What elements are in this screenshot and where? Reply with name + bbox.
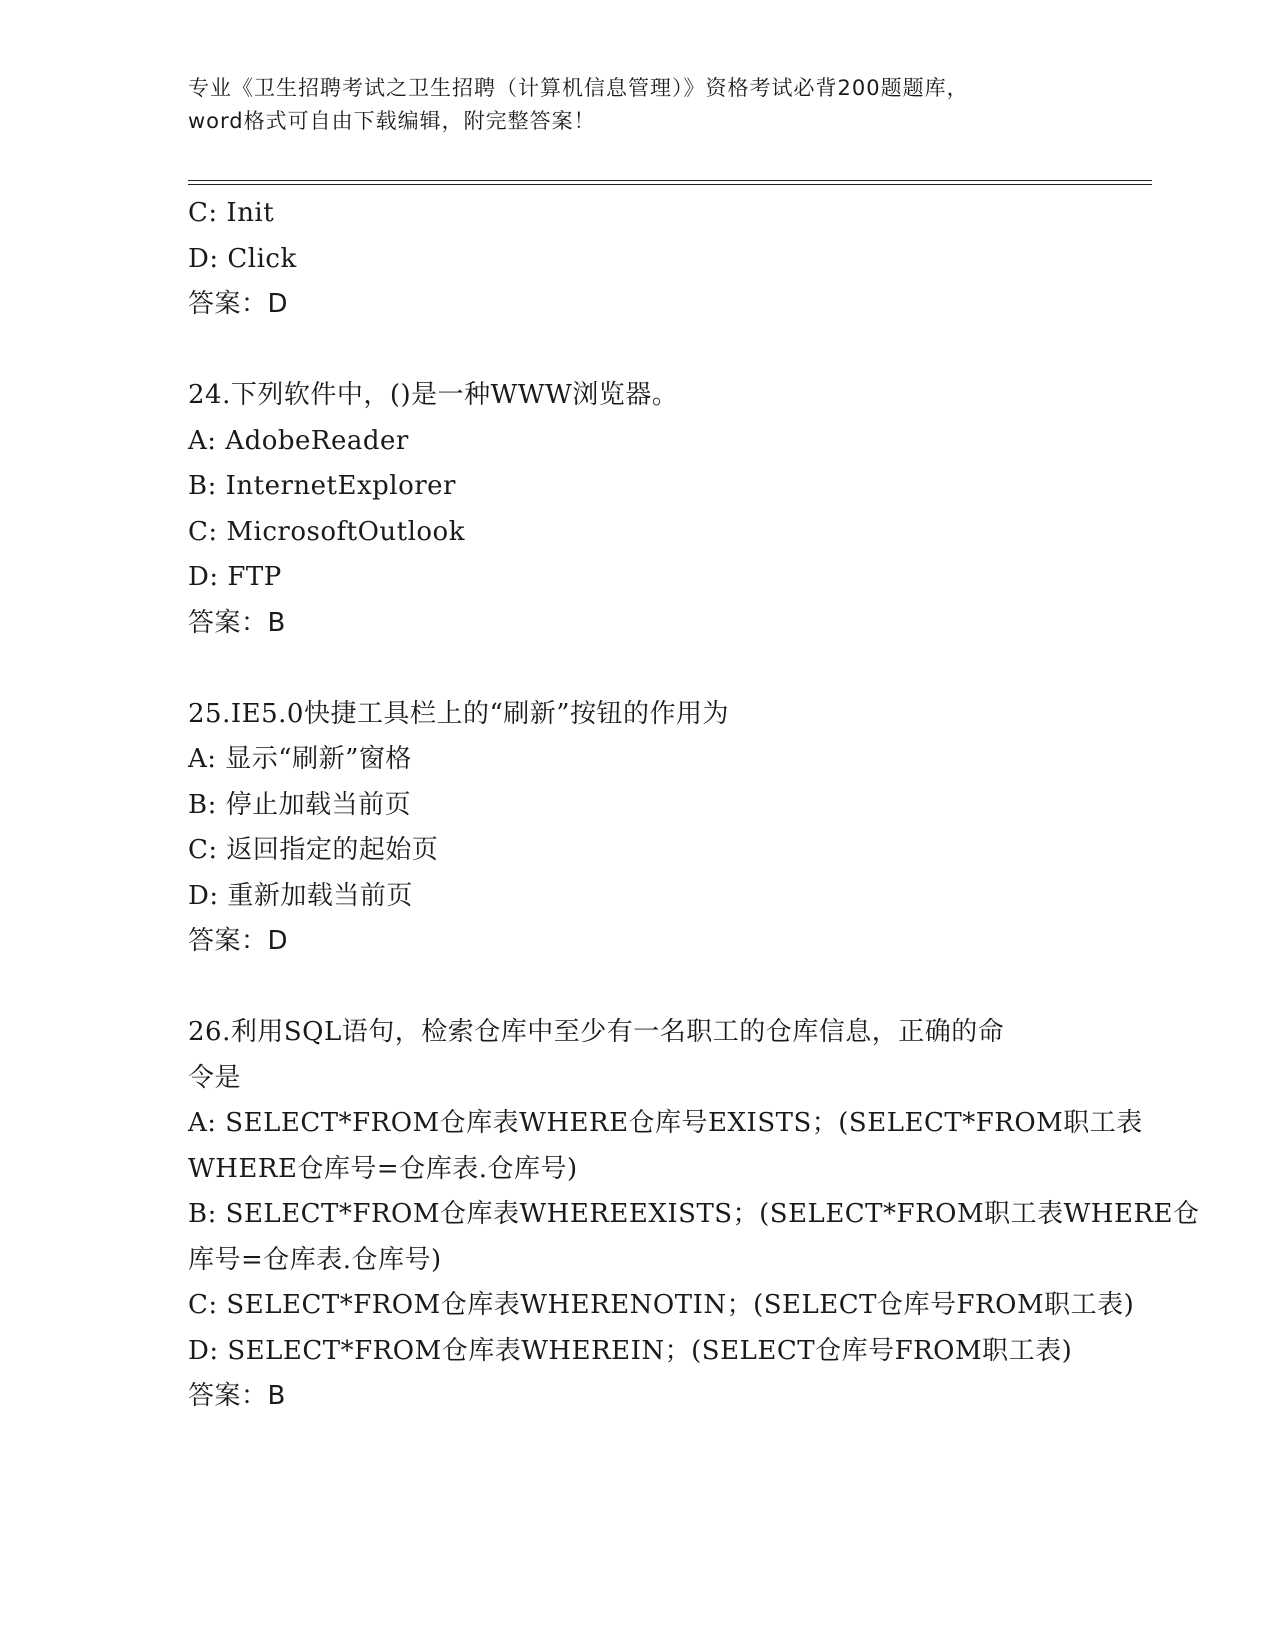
- option-d: D: 重新加载当前页: [188, 880, 413, 911]
- answer-value: B: [267, 607, 286, 638]
- answer-line: [188, 282, 1088, 328]
- spacer: [188, 328, 1088, 374]
- answer-label: 答案：: [188, 289, 268, 319]
- page-header: [188, 72, 1088, 138]
- option-d: D: FTP: [188, 562, 282, 592]
- question-content: [188, 191, 1200, 1420]
- spacer: [188, 646, 1088, 692]
- spacer: [188, 965, 1088, 1011]
- option-c: C: SELECT*FROM仓库表WHERENOTIN；(SELECT仓库号FROM职工表): [188, 1290, 1135, 1320]
- answer-line: [188, 919, 1088, 965]
- option-b: B: InternetExplorer: [188, 471, 456, 501]
- question-stem: 25.IE5.0快捷工具栏上的“刷新”按钮的作用为: [188, 698, 730, 729]
- option-b: B: 停止加载当前页: [188, 789, 412, 820]
- question-stem-line-1: 26.利用SQL语句，检索仓库中至少有一名职工的仓库信息，正确的命: [188, 1017, 1005, 1047]
- answer-line: [188, 601, 1088, 647]
- answer-value: D: [267, 926, 289, 956]
- answer-value: B: [267, 1381, 286, 1411]
- header-title-line-2: word格式可自由下载编辑，附完整答案！: [188, 109, 596, 133]
- header-divider-top: [188, 180, 1152, 181]
- option-a-line-2: WHERE仓库号=仓库表.仓库号): [188, 1153, 578, 1184]
- answer-value: D: [267, 289, 289, 319]
- header-title-line-1: 专业《卫生招聘考试之卫生招聘（计算机信息管理）》资格考试必背200题题库，: [188, 76, 969, 100]
- option-a-line-1: A: SELECT*FROM仓库表WHERE仓库号EXISTS；(SELECT*FROM职工表: [188, 1108, 1143, 1138]
- answer-label: 答案：: [188, 607, 268, 638]
- option-b-line-1: B: SELECT*FROM仓库表WHEREEXISTS；(SELECT*FROM职工表WHERE仓: [188, 1199, 1200, 1229]
- option-b-line-2: 库号=仓库表.仓库号): [188, 1244, 442, 1275]
- answer-line: [188, 1374, 1088, 1420]
- question-stem: 24.下列软件中，()是一种WWW浏览器。: [188, 380, 679, 410]
- option-c: C: 返回指定的起始页: [188, 835, 439, 865]
- header-divider-bottom: [188, 184, 1152, 185]
- option-d: D: SELECT*FROM仓库表WHEREIN；(SELECT仓库号FROM职工表): [188, 1335, 1073, 1366]
- question-stem-line-2: 令是: [188, 1062, 242, 1093]
- option-a: A: AdobeReader: [188, 425, 409, 456]
- answer-label: 答案：: [188, 1381, 268, 1411]
- option-a: A: 显示“刷新”窗格: [188, 744, 412, 774]
- option-d: D: Click: [188, 243, 297, 274]
- option-c: C: Init: [188, 198, 275, 228]
- option-c: C: MicrosoftOutlook: [188, 516, 465, 547]
- answer-label: 答案：: [188, 926, 268, 956]
